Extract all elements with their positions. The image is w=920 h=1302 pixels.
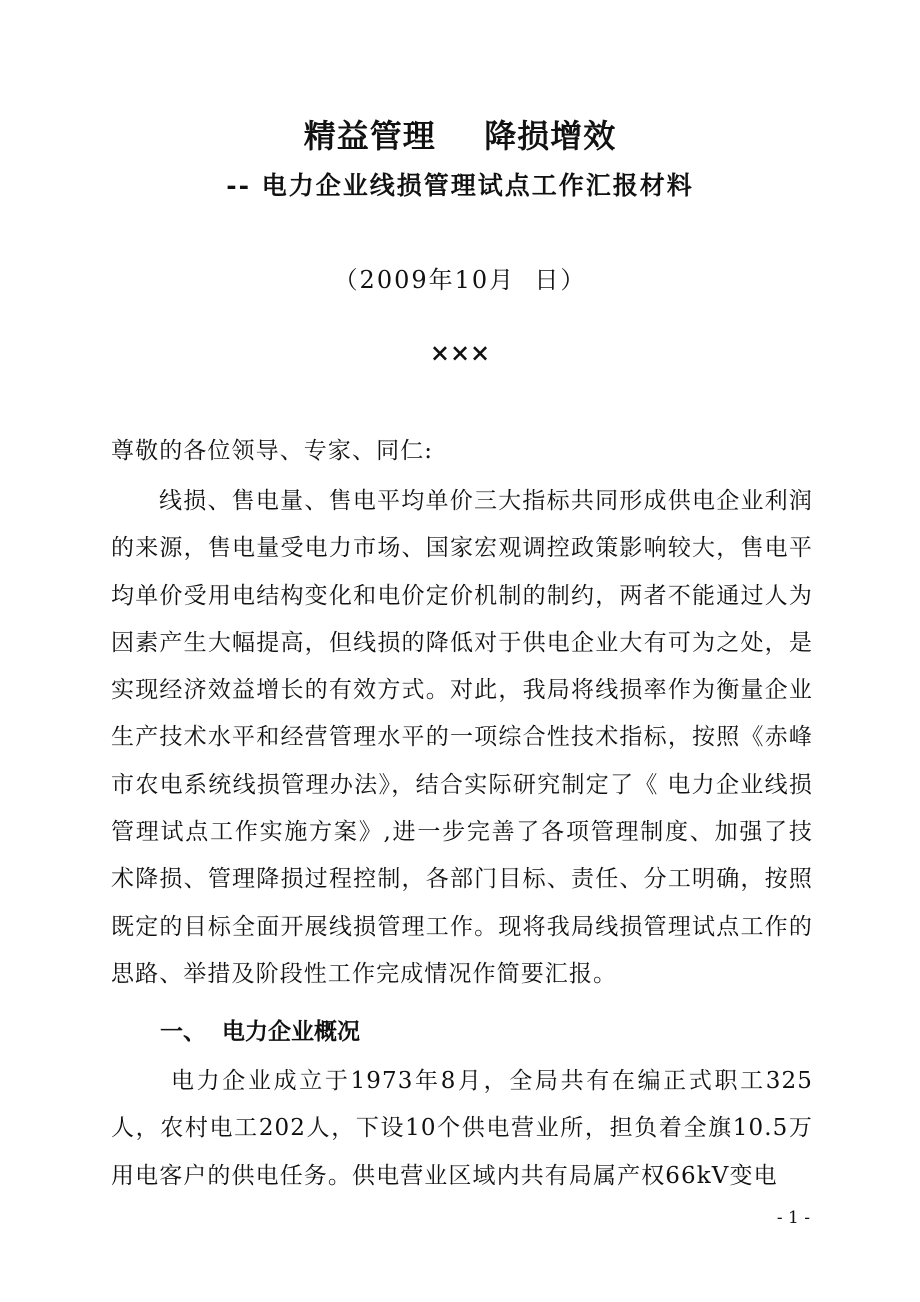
page-number: - 1 - <box>776 1208 810 1228</box>
overview-paragraph: 电力企业成立于1973年8月，全局共有在编正式职工325人，农村电工202人，下设10个供电营业所，担负着全旗10.5万用电客户的供电任务。供电营业区域内共有局属产权66kV变电 <box>111 1068 813 1189</box>
document-author: ××× <box>429 338 491 367</box>
document-title: 精益管理 降损增效 <box>303 117 617 155</box>
document-subtitle: -- 电力企业线损管理试点工作汇报材料 <box>226 171 694 200</box>
greeting-line: 尊敬的各位领导、专家、同仁: <box>111 438 434 464</box>
section-heading: 一、 电力企业概况 <box>160 1019 361 1045</box>
document-date: （2009年10月 日） <box>333 266 587 294</box>
intro-paragraph: 线损、售电量、售电平均单价三大指标共同形成供电企业利润的来源，售电量受电力市场、国家宏观调控政策影响较大，售电平均单价受用电结构变化和电价定价机制的制约，两者不能通过人为因素产生大幅提高，但线损的降低对于供电企业大有可为之处，是实现经济效益增长的有效方式。对此，我局将线损率作为衡量企业生产技术水平和经营管理水平的一项综合性技术指标，按照《赤峰市农电系统线损管理办法》，结合实际研究制定了《 电力企业线损管理试点工作实施方案》,进一步完善了各项管理制度、加强了技术降损、管理降损过程控制，各部门目标、责任、分工明确，按照既定的目标全面开展线损管理工作。现将我局线损管理试点工作的思路、举措及阶段性工作完成情况作简要汇报。 <box>111 488 813 987</box>
